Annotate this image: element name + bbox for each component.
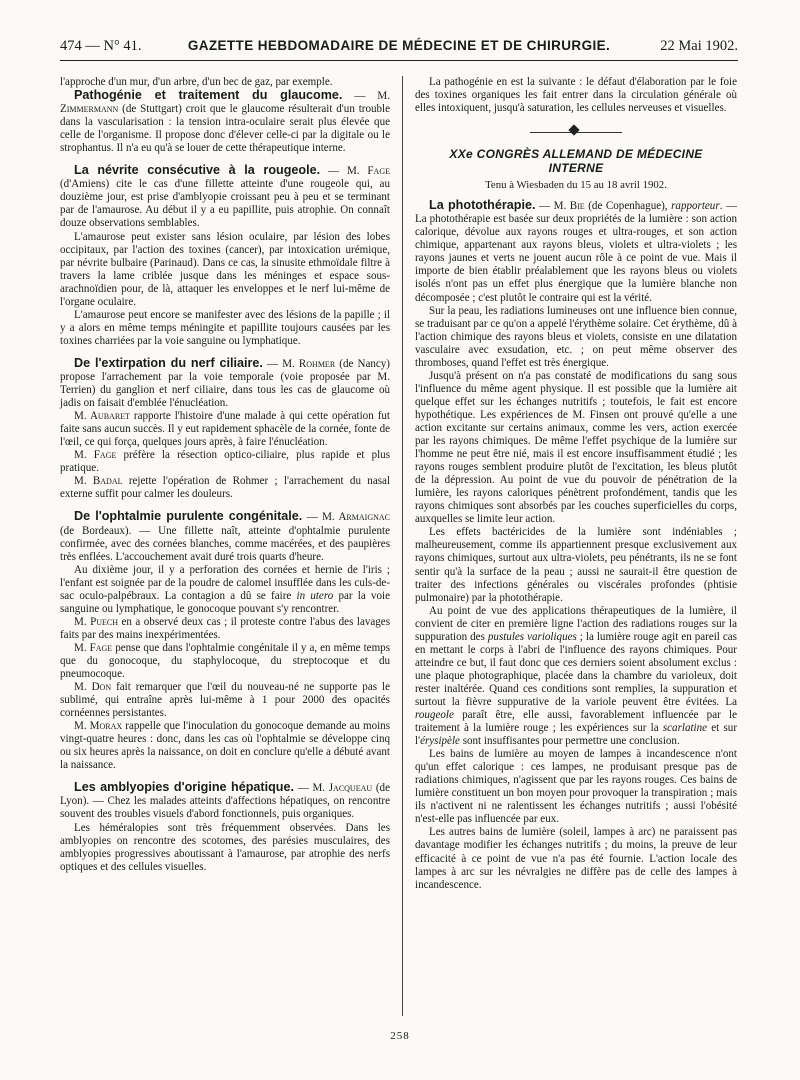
italic-term: pustules varioliques (487, 630, 577, 643)
section-glaucome (60, 89, 390, 155)
paragraph-text: et sur l' (415, 722, 737, 748)
section-heading: La photothérapie. (429, 198, 536, 213)
congress-title (415, 147, 737, 175)
congress-title-line: XXe CONGRÈS ALLEMAND DE MÉDECINE (449, 147, 703, 162)
congress-subtitle: Tenu à Wiesbaden du 15 au 18 avril 1902. (485, 179, 667, 192)
paragraph-text: pense que dans l'ophtalmie congénitale il y a, en même temps que du gonocoque, du staphylocoque, du streptocoque et du pneumocoque. (60, 641, 390, 681)
congress-title-line: INTERNE (548, 161, 604, 176)
paragraph-text: paraît être, elle aussi, favorablement influencée par le traitement à la lumière rouge ; les expériences sur la (415, 709, 737, 735)
author-name: M. Puech (74, 615, 118, 628)
paragraph-text: (d'Amiens) cite le cas d'une fillette atteinte d'une rougeole qui, au douzième jour, est prise d'amblyopie croissant peu à peu et se terminant par de l'amaurose. Au début il y a eu papillite, puis atrophie. On connaît douze observations semblables. (60, 178, 390, 230)
paragraph: L'amaurose peut exister sans lésion oculaire, par lésion des lobes occipitaux, par l'action des toxines (cancer), par intoxication urémique, par névrite bulbaire (Parinaud). Dans ce cas, la sinusite ethmoïdale filtre à travers la lame criblée jusque dans les méninges et espace sous-arachnoïdien pour, de là, attaquer les enveloppes et le nerf lui-même de l'organe oculaire. (60, 230, 390, 308)
section-nevrite (60, 164, 390, 348)
paragraph-text: en a observé deux cas ; il proteste contre l'abus des lavages faits par des mains inexpérimentées. (60, 615, 390, 641)
section-heading: De l'extirpation du nerf ciliaire. (74, 355, 263, 370)
paragraph (60, 720, 390, 772)
author-name: M. Fage (74, 449, 117, 462)
author-name: M. Zimmermann (60, 90, 390, 116)
author-name: M. Badal (74, 475, 123, 488)
section-paragraph: La photothérapie. — M. Bie (de Copenhague), rapporteur. — La photothérapie est basée sur deux propriétés de la lumière : son action calorique, dévolue aux rayons rouges et ultra-rouges, et son action chimique, appartenant aux rayons bleus, violets et ultra-violets ; les rayons jaunes et verts ne jouent aucun rôle à ce point de vue. Mais il importe de bien établir préalablement que les rayons bleus ou violets isolés n'ont pas un effet plus énergique que la lumière blanche non décomposée ; c'est plutôt le contraire qui est la vérité. (415, 198, 737, 304)
author-name: M. Rohmer (282, 357, 336, 370)
continued-text: La pathogénie en est la suivante : le défaut d'élaboration par le foie des toxines organiques les fait entrer dans la circulation générale où elles intoxiquent, jusqu'à saturation, les cellules nerveuses et visuelles. (415, 76, 737, 115)
paragraph (415, 605, 737, 749)
paragraph-text: par la voie sanguine ou lymphatique, le gonocoque pouvant s'y rencontrer. (60, 589, 391, 615)
section-amblyopies (60, 781, 390, 873)
italic-term: in utero (296, 589, 334, 602)
paragraph: L'amaurose peut encore se manifester avec des lésions de la papille ; il y a alors en même temps méningite et papillite toujours causées par les toxines charriées par la voie sanguine ou lymphatique. (60, 308, 390, 347)
author-name: M. Jacqueau (312, 782, 373, 795)
header-issue: 474 — N° 41. (60, 38, 142, 54)
author-role: rapporteur (671, 200, 720, 213)
paragraph (60, 616, 390, 642)
section-heading: Pathogénie et traitement du glaucome. (74, 88, 343, 103)
author-name: M. Armaignac (322, 511, 390, 524)
section-paragraph: Les amblyopies d'origine hépatique. — M. Jacqueau (de Lyon). — Chez les malades atteints d'affections hépatiques, on rencontre souvent des troubles visuels d'abord fonctionnels, puis organiques. (60, 780, 390, 821)
section-paragraph: La névrite consécutive à la rougeole. — M. Fage (d'Amiens) cite le cas d'une fillette atteinte d'une rougeole qui, au douzième jour, est prise d'amblyopie croissant peu à peu et se terminant par de l'amaurose. Au début il y a eu papillite, puis atrophie. On connaît douze observations semblables. (60, 163, 390, 230)
author-name: M. Fage (346, 165, 390, 178)
paragraph-text: (de Stuttgart) croit que le glaucome résulterait d'un trouble dans la vascularisation : la tension intra-oculaire serait plus élevée que celle de l'organisme. Il propose donc d'élever celle-ci par la digitale ou le strophantus. Il n'a eu qu'à se louer de cette thérapeutique interne. (60, 103, 390, 155)
paragraph-text: rappelle que l'inoculation du gonocoque demande au moins vingt-quatre heures : donc, dans les cas où l'ophtalmie se développe cinq ou six heures après la naissance, on doit en conclure qu'elle a débuté avant la naissance. (60, 720, 390, 772)
paragraph (60, 564, 390, 616)
running-header (60, 38, 738, 58)
section-extirpation (60, 357, 390, 502)
section-heading: La névrite consécutive à la rougeole. (74, 163, 321, 178)
paragraph-text: rejette l'opération de Rohmer ; l'arrachement du nasal externe suffit pour calmer les douleurs. (60, 475, 391, 501)
ornamental-separator (415, 121, 737, 143)
author-name: M. Morax (74, 720, 123, 733)
section-paragraph: De l'extirpation du nerf ciliaire. — M. Rohmer (de Nancy) propose l'arrachement par la voie temporale (voie proposée par M. Terrien) du ganglion et nerf ciliaire, dans tous les cas de glaucome où jadis on faisait d'emblée l'énucléation. (60, 355, 390, 410)
paragraph: Jusqu'à présent on n'a pas constaté de modifications du sang sous l'influence du même agent physique. Il est possible que la lumière ait quelque effet sur les échanges nutritifs ; toutefois, le fait est encore hypothétique. Les expériences de M. Finsen ont prouvé qu'elle a une action excitante sur certains animaux, comme les vers, action exercée par les rayons chimiques. De même l'effet psychique de la lumière sur l'homme ne peut être nié, mais il est encore insuffisamment étudié ; les rayons rouges semblent produire plutôt de l'excitation, les bleus plutôt de la dépression. Au point de vue du pouvoir de pénétration de la lumière, les rayons caloriques pénètrent profondément, tandis que les rayons chimiques sont absorbés par les couches superficielles du corps, auxquelles se limite leur action. (415, 369, 737, 526)
paragraph: Sur la peau, les radiations lumineuses ont une influence bien connue, se traduisant par ce qu'on a appelé l'érythème solaire. Cet érythème, dû à l'action chimique des rayons bleus et violets, consiste en une dilatation vasculaire avec exsudation, etc. ; on peut même observer des thromboses, quand l'effet est très énergique. (415, 304, 737, 369)
section-paragraph: Pathogénie et traitement du glaucome. — M. Zimmermann (de Stuttgart) croit que le glaucome résulterait d'un trouble dans la vascularisation : la tension intra-oculaire serait plus élevée que celle de l'organisme. Il propose donc d'élever celle-ci par la digitale ou le strophantus. Il n'a eu qu'à se louer de cette thérapeutique interne. (60, 88, 390, 155)
paragraph-text: (de Nancy) propose l'arrachement par la voie temporale (voie proposée par M. Terrien) du ganglion et nerf ciliaire, dans tous les cas de glaucome où jadis on faisait d'emblée l'énucléation. (60, 357, 390, 410)
italic-term: érysipèle (420, 735, 460, 748)
paragraph-text: (de Copenhague), (584, 200, 672, 213)
paragraph (60, 475, 390, 501)
paragraph: Les effets bactéricides de la lumière sont indéniables ; malheureusement, comme ils appartiennent presque exclusivement aux rayons chimiques, surtout aux ultra-violets, peu pénétrants, ils ne se font sentir qu'à la surface de la peau ; aussi ne saurait-il être question de traiter des infections générales ou viscérales profondes (phtisie pulmonaire) par la photothérapie. (415, 526, 737, 604)
paragraph-text: (de Bordeaux). — Une fillette naît, atteinte d'ophtalmie purulente confirmée, avec des cornées blanches, comme macérées, et des paupières très enflées. L'accouchement avait duré trois quarts d'heure. (60, 524, 390, 563)
paragraph-text: rapporte l'histoire d'une malade à qui cette opération fut faite sans aucun succès. Il y eut rapidement sphacèle de la cornée, fonte de l'œil, ce qui força, quelques jours après, à faire l'énucléation. (60, 410, 390, 449)
section-heading: Les amblyopies d'origine hépatique. (74, 780, 294, 795)
paragraph (60, 449, 390, 475)
author-name: M. Fage (74, 641, 113, 654)
column-divider (402, 76, 403, 1016)
paragraph-text: fait remarquer que l'œil du nouveau-né ne supporte pas le sublimé, qui entraîne après lui-même à 1 pour 2000 des opacités cornéennes persistantes. (60, 681, 390, 720)
paragraph-text: Au point de vue des applications thérapeutiques de la lumière, il convient de citer en première ligne l'action des radiations rouges sur la suppuration des (415, 604, 737, 643)
author-name: M. Don (74, 681, 112, 694)
journal-title: GAZETTE HEBDOMADAIRE DE MÉDECINE ET DE CHIRURGIE. (187, 38, 611, 53)
author-name: M. Bie (553, 200, 585, 213)
paragraph-text: préfère la résection optico-ciliaire, plus rapide et plus pratique. (60, 449, 391, 475)
header-date: 22 Mai 1902. (660, 38, 738, 54)
paragraph-text: sont insuffisantes pour permettre une conclusion. (459, 735, 680, 748)
italic-term: scarlatine (662, 722, 708, 735)
separator-diamond (568, 124, 579, 135)
left-column (60, 76, 390, 874)
paragraph-text: ; la lumière rouge agit en pareil cas en mettant le corps à l'abri de l'influence des rayons chimiques. Pour atteindre ce but, il faut donc que ces derniers soient absolument exclus : une plaque photographique, placée dans la chambre du varioleux, doit rester inaltérée. Quand ces conditions sont remplies, la suppuration et surtout la fièvre suppurative de la variole peuvent être évitées. La (415, 630, 737, 708)
right-column (415, 76, 737, 892)
paragraph: Les bains de lumière au moyen de lampes à incandescence n'ont qu'un effet calorique : ces lampes, ne produisant presque pas de radiations chimiques, n'agissent que par les rayons rouges. Ces bains de lumière constituent un bon moyen pour provoquer la transpiration ; mais ils n'activent ni ne ralentissent les échanges nutritifs ; aussi l'obésité n'est-elle pas influencée par eux. (415, 748, 737, 826)
paragraph-text: Au dixième jour, il y a perforation des cornées et hernie de l'iris ; l'enfant est soignée par de la poudre de calomel insufflée dans les culs-de-sac oculo-palpébraux. La contagion a dû se faire (60, 563, 390, 602)
page-number: 258 (390, 1030, 410, 1042)
paragraph-text: . — La photothérapie est basée sur deux propriétés de la lumière : son action calorique, dévolue aux rayons rouges et ultra-rouges, et son action chimique, appartenant aux rayons bleus, violets et ultra-violets ; les rayons jaunes et verts ne jouent aucun rôle à ce point de vue. Mais il importe de bien établir préalablement que les rayons bleus ou violets isolés n'ont pas un effet plus énergique que la lumière blanche non décomposée ; c'est plutôt le contraire qui est la vérité. (415, 200, 737, 304)
paragraph (60, 410, 390, 449)
paragraph (60, 642, 390, 681)
paragraph (60, 681, 390, 720)
italic-term: rougeole (415, 709, 454, 722)
paragraph-text: (de Lyon). — Chez les malades atteints d'affections hépatiques, on rencontre souvent des troubles visuels d'abord fonctionnels, puis organiques. (60, 782, 390, 821)
header-rule (60, 60, 738, 61)
section-heading: De l'ophtalmie purulente congénitale. (74, 509, 303, 524)
section-ophtalmie (60, 510, 390, 772)
paragraph: Les autres bains de lumière (soleil, lampes à arc) ne paraissent pas davantage modifier les échanges nutritifs ; du moins, la preuve de leur efficacité à ce point de vue n'a pas été fournie. L'action locale des lampes à arc sur les névralgies ne diffère pas de celle des lampes à incandescence. (415, 826, 737, 891)
paragraph: Les héméralopies sont très fréquemment observées. Dans les amblyopies on rencontre des scotomes, des parésies musculaires, des amblyopies progressives aboutissant à l'amaurose, par atrophie des nerfs optiques et des cellules visuelles. (60, 821, 390, 873)
section-paragraph: De l'ophtalmie purulente congénitale. — M. Armaignac (de Bordeaux). — Une fillette naît, atteinte d'ophtalmie purulente confirmée, avec des cornées blanches, comme macérées, et des paupières très enflées. L'accouchement avait duré trois quarts d'heure. (60, 509, 390, 563)
continued-text: l'approche d'un mur, d'un arbre, d'un bec de gaz, par exemple. (60, 76, 333, 88)
author-name: M. Aubaret (74, 410, 130, 423)
